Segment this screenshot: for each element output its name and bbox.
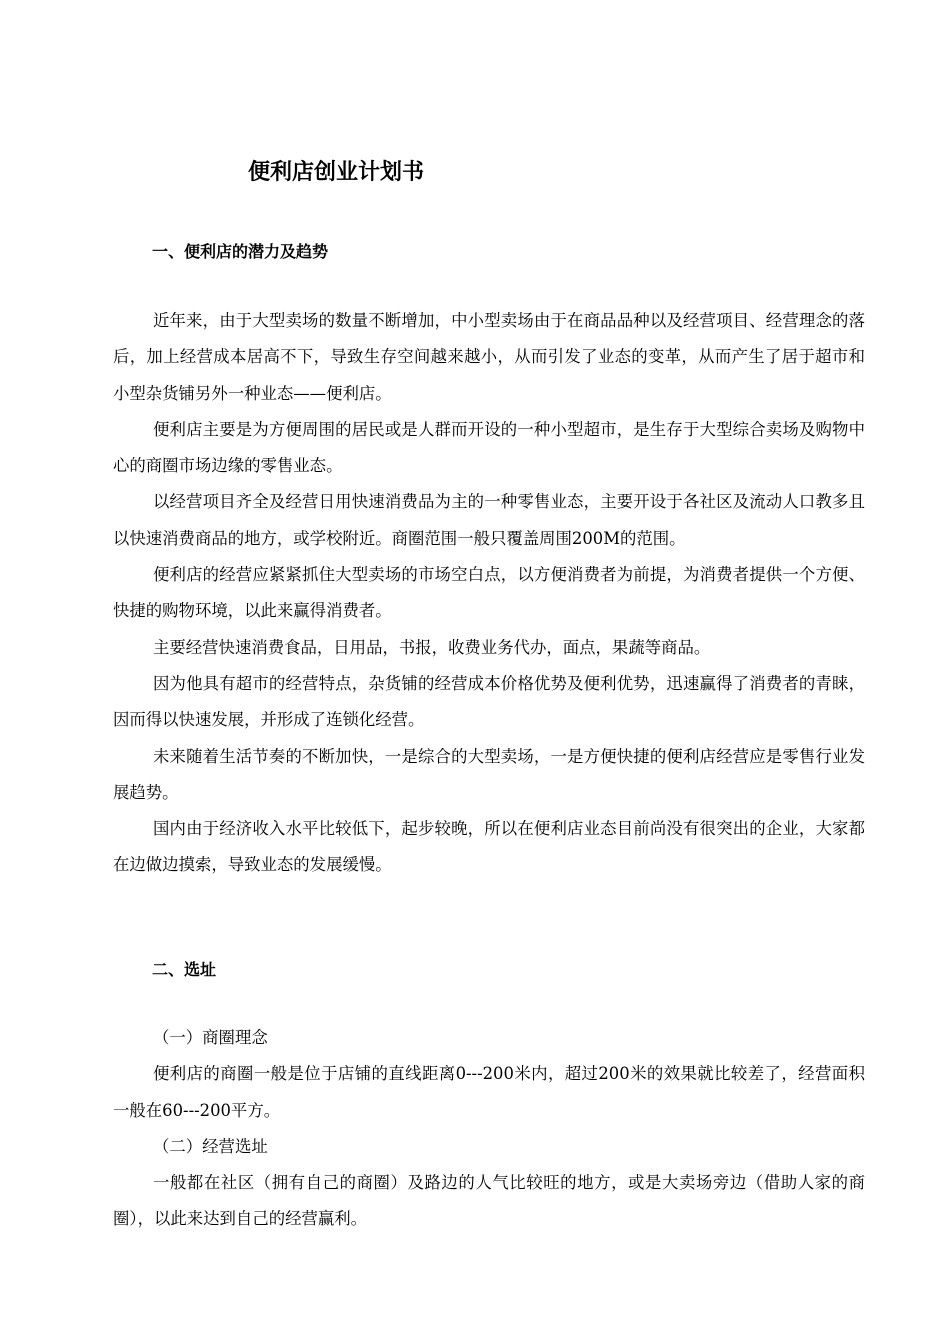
- paragraph: 便利店的商圈一般是位于店铺的直线距离0---200米内，超过200米的效果就比较差了，经营面积一般在60---200平方。: [113, 1064, 865, 1120]
- paragraph: 主要经营快速消费食品，日用品，书报，收费业务代办，面点，果蔬等商品。: [153, 637, 711, 657]
- paragraph: 未来随着生活节奏的不断加快，一是综合的大型卖场，一是方便快捷的便利店经营应是零售行业发展趋势。: [113, 746, 865, 802]
- paragraph: 近年来，由于大型卖场的数量不断增加，中小型卖场由于在商品品种以及经营项目、经营理念的落后，加上经营成本居高不下，导致生存空间越来越小，从而引发了业态的变革，从而产生了居于超市和小型杂货铺另外一种业态——便利店。: [113, 311, 865, 403]
- paragraph: 一般都在社区（拥有自己的商圈）及路边的人气比较旺的地方，或是大卖场旁边（借助人家的商圈），以此来达到自己的经营赢利。: [113, 1173, 865, 1229]
- paragraph: 以经营项目齐全及经营日用快速消费品为主的一种零售业态，主要开设于各社区及流动人口教多且以快速消费商品的地方，或学校附近。商圈范围一般只覆盖周围200M的范围。: [113, 492, 865, 548]
- section-heading-site-selection: 二、选址: [152, 960, 217, 979]
- paragraph: 国内由于经济收入水平比较低下，起步较晚，所以在便利店业态目前尚没有很突出的企业，大家都在边做边摸索，导致业态的发展缓慢。: [113, 819, 865, 875]
- subsection-heading-trade-area: （一）商圈理念: [153, 1028, 268, 1047]
- paragraph: 便利店的经营应紧紧抓住大型卖场的市场空白点，以方便消费者为前提，为消费者提供一个方便、快捷的购物环境，以此来赢得消费者。: [113, 565, 865, 621]
- document-title: 便利店创业计划书: [248, 160, 425, 185]
- subsection-heading-location: （二）经营选址: [153, 1136, 268, 1156]
- paragraph: 便利店主要是为方便周围的居民或是人群而开设的一种小型超市，是生存于大型综合卖场及购物中心的商圈市场边缘的零售业态。: [113, 419, 865, 476]
- section-body-site-selection: [113, 1020, 865, 1238]
- paragraph: 因为他具有超市的经营特点，杂货铺的经营成本价格优势及便利优势，迅速赢得了消费者的青睐，因而得以快速发展，并形成了连锁化经营。: [113, 673, 865, 730]
- section-heading-potential: 一、便利店的潜力及趋势: [152, 242, 329, 261]
- section-body-potential: [113, 303, 865, 884]
